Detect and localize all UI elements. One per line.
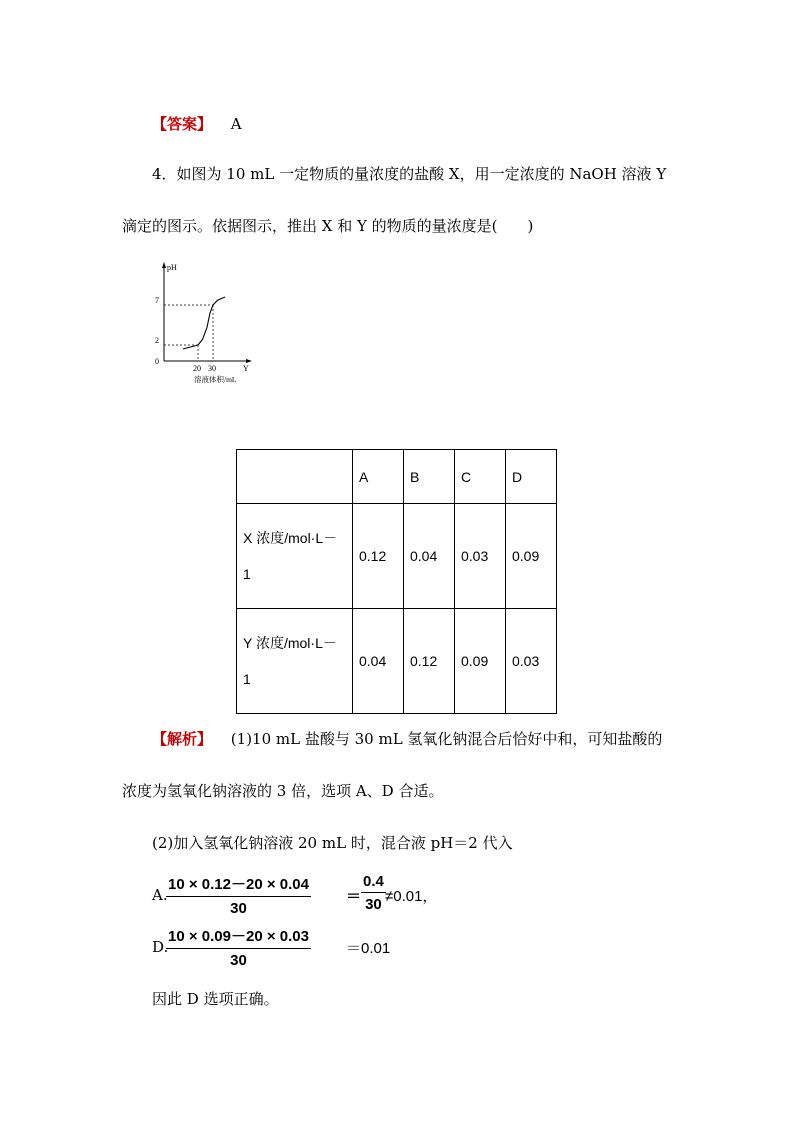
question-line-2: 滴定的图示。依据图示，推出 X 和 Y 的物质的量浓度是( ) xyxy=(122,217,534,235)
y-tick-2: 2 xyxy=(155,336,159,345)
table-header-cell xyxy=(237,450,353,504)
table-cell: 0.09 xyxy=(455,609,506,714)
answer-value: A xyxy=(230,115,242,133)
question-line-1: 4．如图为 10 mL 一定物质的量浓度的盐酸 X，用一定浓度的 NaOH 溶液 Y xyxy=(152,165,667,183)
table-header-cell: D xyxy=(506,450,557,504)
table-header-cell: C xyxy=(455,450,506,504)
row-label: Y 浓度/mol·L－ xyxy=(243,635,337,651)
x-axis-name: Y xyxy=(243,364,249,373)
table-cell: 0.03 xyxy=(455,504,506,609)
row-label-exponent: 1 xyxy=(243,566,251,582)
x-axis-label: 溶液体积/mL xyxy=(194,375,237,384)
table-header-row xyxy=(237,450,557,504)
row-label-exponent: 1 xyxy=(243,671,251,687)
equation-a-numerator-2: 0.4 xyxy=(361,873,386,893)
answer-line xyxy=(152,114,242,134)
y-tick-7: 7 xyxy=(155,296,159,305)
row-label-cell xyxy=(237,504,353,609)
y-axis-arrow xyxy=(162,262,166,268)
equation-a-denominator: 30 xyxy=(230,900,247,917)
analysis-line-2: 浓度为氢氧化钠溶液的 3 倍，选项 A、D 合适。 xyxy=(122,782,444,800)
equation-d-fraction xyxy=(166,925,311,969)
table-header-cell: B xyxy=(404,450,455,504)
analysis-line-1 xyxy=(152,729,662,749)
table-cell: 0.12 xyxy=(404,609,455,714)
equation-a-tail: ≠0.01， xyxy=(385,888,438,905)
table-cell: 0.12 xyxy=(353,504,404,609)
table-row xyxy=(237,504,557,609)
table-cell: 0.03 xyxy=(506,609,557,714)
equation-d-prefix: D. xyxy=(152,938,169,956)
answer-tag: 【答案】 xyxy=(152,115,213,133)
table-row xyxy=(237,609,557,714)
equation-a-prefix: A. xyxy=(152,886,168,904)
analysis-line-3: (2)加入氢氧化钠溶液 20 mL 时，混合液 pH＝2 代入 xyxy=(152,834,513,852)
table-cell: 0.09 xyxy=(506,504,557,609)
x-tick-30: 30 xyxy=(208,364,216,373)
row-label: X 浓度/mol·L－ xyxy=(243,530,338,546)
options-table xyxy=(236,449,557,714)
equation-a-fraction-2 xyxy=(361,873,386,913)
x-tick-20: 20 xyxy=(193,364,201,373)
equation-d-tail: ＝0.01 xyxy=(346,940,391,957)
conclusion-line: 因此 D 选项正确。 xyxy=(152,990,279,1008)
equation-a-fraction xyxy=(166,873,311,917)
y-tick-0: 0 xyxy=(155,357,159,366)
equation-a-denominator-2: 30 xyxy=(365,896,382,913)
analysis-tag: 【解析】 xyxy=(152,730,213,748)
equation-a-numerator: 10 × 0.12－20 × 0.04 xyxy=(166,873,311,897)
equation-d-denominator: 30 xyxy=(230,952,247,969)
table-header-cell: A xyxy=(353,450,404,504)
row-label-cell xyxy=(237,609,353,714)
y-axis-label: pH xyxy=(167,263,177,272)
table-cell: 0.04 xyxy=(404,504,455,609)
x-axis-arrow xyxy=(246,359,252,363)
equation-d-numerator: 10 × 0.09－20 × 0.03 xyxy=(166,925,311,949)
table-cell: 0.04 xyxy=(353,609,404,714)
equation-a-equals: ＝ xyxy=(346,888,362,905)
titration-chart xyxy=(145,258,265,388)
analysis-text-1: (1)10 mL 盐酸与 30 mL 氢氧化钠混合后恰好中和，可知盐酸的 xyxy=(230,730,663,748)
